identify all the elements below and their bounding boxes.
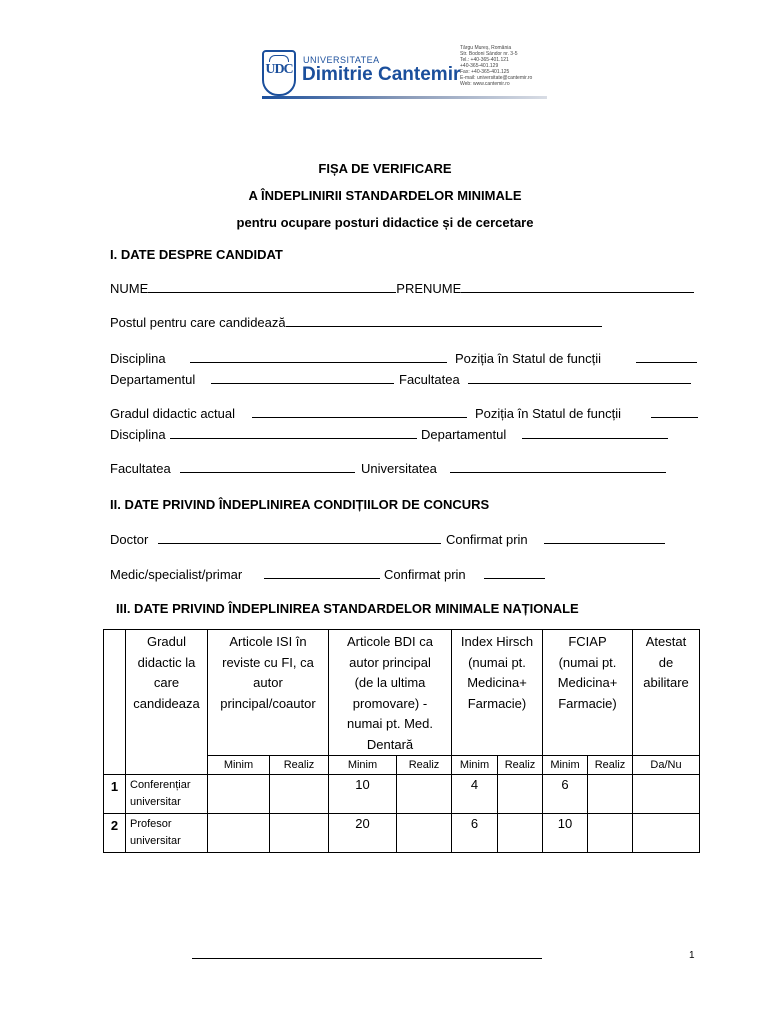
- isi-minim-cell[interactable]: [208, 814, 270, 853]
- fciap-realiz-cell[interactable]: [588, 775, 633, 814]
- subheader-realiz: Realiz: [397, 756, 452, 775]
- medic-field[interactable]: [264, 567, 380, 579]
- isi-minim-cell[interactable]: [208, 775, 270, 814]
- contact-line: Str. Bodoni Sándor nr. 3-5: [460, 51, 518, 57]
- doctor-field[interactable]: [158, 532, 441, 544]
- header-text: autor: [253, 675, 283, 690]
- pozitia-field[interactable]: [636, 351, 697, 363]
- hirsch-minim-cell: 4: [452, 775, 498, 814]
- table-row: [104, 775, 700, 814]
- universitatea-field[interactable]: [450, 461, 666, 473]
- row-grade-text: universitar: [130, 835, 181, 847]
- logo-initials: UDC: [265, 62, 293, 77]
- header-atestat: [633, 630, 700, 756]
- header-text: Index Hirsch: [460, 634, 534, 649]
- bdi-realiz-cell[interactable]: [397, 814, 452, 853]
- subheader-realiz: Realiz: [270, 756, 329, 775]
- postul-field[interactable]: [286, 315, 602, 327]
- row-grade-text: Profesor: [130, 818, 172, 830]
- title-line-2: A ÎNDEPLINIRII STANDARDELOR MINIMALE: [248, 188, 522, 203]
- header-text: FCIAP: [568, 634, 607, 649]
- disciplina-row: [110, 351, 166, 366]
- fciap-realiz-cell[interactable]: [588, 814, 633, 853]
- atestat-cell[interactable]: [633, 775, 700, 814]
- subheader-minim: Minim: [208, 756, 270, 775]
- logo-underline-bar: [262, 96, 547, 99]
- header-text: principal/coautor: [220, 695, 316, 711]
- hirsch-minim-cell: 6: [452, 814, 498, 853]
- gradul-field[interactable]: [252, 406, 467, 418]
- subheader-minim: Minim: [543, 756, 588, 775]
- pozitia2-label: Poziția în Statul de funcții: [475, 406, 621, 421]
- header-text: Atestat: [645, 634, 687, 649]
- gradul-label: Gradul didactic actual: [110, 406, 236, 421]
- university-logo-shield: [262, 50, 296, 96]
- standards-table: [103, 629, 700, 853]
- header-text: autor principal: [349, 654, 431, 670]
- logo-arch-icon: [269, 55, 289, 62]
- facultatea2-field[interactable]: [180, 461, 355, 473]
- subheader-minim: Minim: [329, 756, 397, 775]
- header-fciap: [543, 630, 633, 756]
- confirmat-label: Confirmat prin: [446, 532, 528, 547]
- contact-line: +40-365-401.129: [460, 63, 499, 69]
- disciplina-field[interactable]: [190, 351, 447, 363]
- header-text: Dentară: [366, 736, 414, 752]
- prenume-field[interactable]: [461, 281, 694, 293]
- isi-realiz-cell[interactable]: [270, 814, 329, 853]
- title-line-3: pentru ocupare posturi didactice și de cercetare: [236, 215, 534, 230]
- facultatea-label: Facultatea: [399, 372, 460, 387]
- medic-label: Medic/specialist/primar: [110, 567, 243, 582]
- table-header-row: [104, 630, 700, 756]
- nume-row: [110, 281, 694, 296]
- row-number: 2: [104, 814, 126, 853]
- nume-field[interactable]: [148, 281, 396, 293]
- postul-label: Postul pentru care candidează: [110, 315, 286, 330]
- prenume-label: PRENUME: [396, 281, 462, 296]
- header-isi: [208, 630, 329, 756]
- header-text: Farmacie): [467, 695, 527, 711]
- header-number-cell: [104, 630, 126, 775]
- hirsch-realiz-cell[interactable]: [498, 814, 543, 853]
- university-name: Dimitrie Cantemir: [302, 64, 461, 85]
- university-label: UNIVERSITATEA: [303, 55, 380, 65]
- departamentul-label: Departamentul: [110, 372, 196, 387]
- header-hirsch: [452, 630, 543, 756]
- contact-line: Târgu Mureș, România: [460, 45, 512, 51]
- contact-line: E-mail: universitate@cantemir.ro: [460, 75, 533, 81]
- header-text: Articole BDI ca: [347, 634, 433, 649]
- header-text: reviste cu FI, ca: [222, 654, 314, 670]
- facultatea-field[interactable]: [468, 372, 691, 384]
- contact-line: Web: www.cantemir.ro: [460, 81, 510, 87]
- header-text: candideaza: [133, 695, 200, 711]
- nume-label: NUME: [110, 281, 149, 296]
- contact-line: Fax: +40-365-401.125: [460, 69, 510, 75]
- bdi-minim-cell: 20: [329, 814, 397, 853]
- departamentul2-label: Departamentul: [421, 427, 507, 442]
- atestat-cell[interactable]: [633, 814, 700, 853]
- table-row: [104, 814, 700, 853]
- header-text: abilitare: [643, 675, 689, 690]
- header-gradul: [126, 630, 208, 775]
- pozitia-label: Poziția în Statul de funcții: [455, 351, 601, 366]
- section-2-heading: II. DATE PRIVIND ÎNDEPLINIREA CONDIȚIILOR DE CONCURS: [110, 497, 490, 512]
- header-text: numai pt. Med.: [347, 716, 433, 731]
- subheader-minim: Minim: [452, 756, 498, 775]
- bdi-minim-cell: 10: [329, 775, 397, 814]
- row-grade: [126, 775, 208, 814]
- universitatea-label: Universitatea: [361, 461, 437, 476]
- disciplina2-field[interactable]: [170, 427, 417, 439]
- confirmat2-label: Confirmat prin: [384, 567, 466, 582]
- header-text: Medicina+: [467, 675, 527, 690]
- header-text: de: [658, 654, 674, 670]
- header-text: (numai pt.: [558, 654, 617, 670]
- section-1-heading: I. DATE DESPRE CANDIDAT: [110, 247, 283, 262]
- fciap-minim-cell: 6: [543, 775, 588, 814]
- contact-line: Tel.: +40-365-401.121: [460, 57, 509, 63]
- footer-divider: [192, 958, 542, 959]
- isi-realiz-cell[interactable]: [270, 775, 329, 814]
- header-text: Medicina+: [557, 675, 618, 690]
- row-number: 1: [104, 775, 126, 814]
- hirsch-realiz-cell[interactable]: [498, 775, 543, 814]
- fciap-minim-cell: 10: [543, 814, 588, 853]
- header-text: didactic la: [137, 654, 196, 670]
- header-bdi: [329, 630, 452, 756]
- header-text: Articole ISI în: [229, 634, 307, 649]
- section-3-heading: III. DATE PRIVIND ÎNDEPLINIREA STANDARDELOR MINIMALE NAȚIONALE: [116, 601, 579, 616]
- row-grade-text: Conferențiar: [130, 779, 191, 791]
- header-text: Gradul: [146, 634, 187, 649]
- subheader-realiz: Realiz: [498, 756, 543, 775]
- header-text: Farmacie): [558, 695, 617, 711]
- page-number: 1: [689, 950, 695, 961]
- subheader-danu: Da/Nu: [633, 756, 700, 775]
- subheader-realiz: Realiz: [588, 756, 633, 775]
- bdi-realiz-cell[interactable]: [397, 775, 452, 814]
- confirmat2-field[interactable]: [484, 567, 545, 579]
- disciplina-label: Disciplina: [110, 351, 166, 366]
- header-text: (numai pt.: [468, 654, 526, 670]
- header-text: (de la ultima: [354, 675, 426, 690]
- row-grade: [126, 814, 208, 853]
- departamentul-field[interactable]: [211, 372, 394, 384]
- disciplina2-label: Disciplina: [110, 427, 166, 442]
- confirmat-field[interactable]: [544, 532, 665, 544]
- facultatea2-label: Facultatea: [110, 461, 171, 476]
- postul-row: [110, 315, 602, 330]
- title-line-1: FIȘA DE VERIFICARE: [318, 161, 452, 176]
- header-text: promovare) -: [352, 695, 428, 711]
- contact-block: [460, 45, 532, 87]
- doctor-label: Doctor: [110, 532, 149, 547]
- header-text: care: [153, 675, 180, 690]
- departamentul2-field[interactable]: [522, 427, 668, 439]
- row-grade-text: universitar: [130, 796, 181, 808]
- pozitia2-field[interactable]: [651, 406, 698, 418]
